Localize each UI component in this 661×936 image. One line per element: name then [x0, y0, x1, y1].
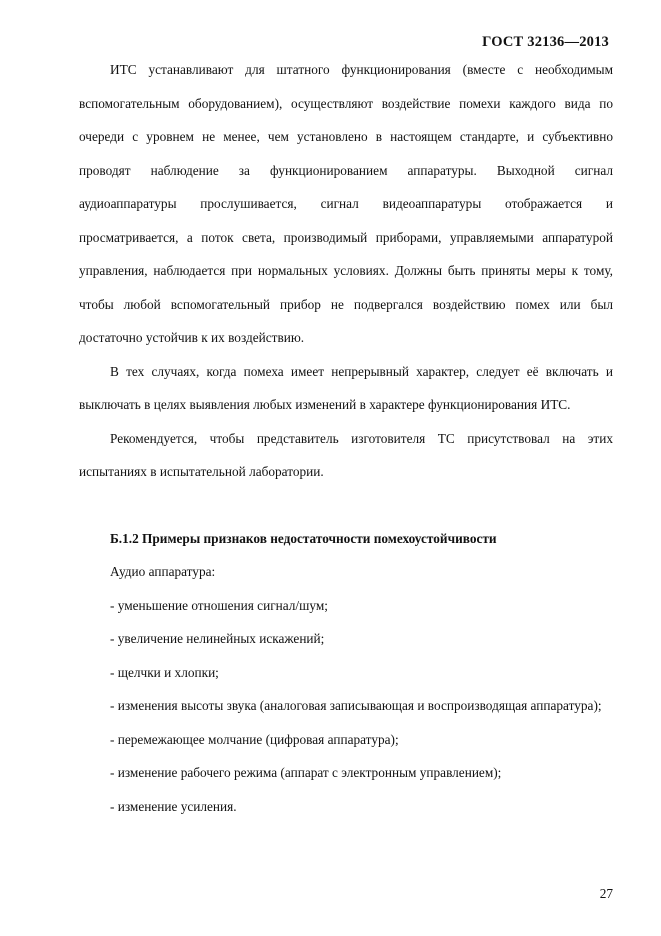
paragraph-test-procedure: ИТС устанавливают для штатного функционирования (вместе с необходимым вспомогательным оборудованием), осуществляют воздействие помехи каждого вида по очереди с уровнем не менее, чем установлено в настоящем стандарте, и субъективно проводят наблюдение за функционированием аппаратуры. Выходной сигнал аудиоаппаратуры прослушивается, сигнал видеоаппаратуры отображается и просматривается, а поток света, производимый приборами, управляемыми аппаратурой управления, наблюдается при нормальных условиях. Должны быть приняты меры к тому, чтобы любой вспомогательный прибор не подвергался воздействию помех или был достаточно устойчив к их воздействию.: [79, 62, 613, 345]
list-intro: Аудио аппаратура:: [110, 564, 216, 579]
list-item: - щелчки и хлопки;: [110, 664, 219, 680]
page-number: 27: [599, 886, 613, 901]
list-item: - перемежающее молчание (цифровая аппаратура);: [110, 731, 399, 747]
list-item: - изменение рабочего режима (аппарат с электронным управлением);: [110, 765, 502, 780]
section-spacer: [79, 489, 613, 522]
paragraph-continuous-interference: В тех случаях, когда помеха имеет непрерывный характер, следует её включать и выключать в целях выявления любых изменений в характере функционирования ИТС.: [79, 363, 613, 412]
list-item: - уменьшение отношения сигнал/шум;: [110, 597, 328, 613]
document-id-header: ГОСТ 32136—2013: [482, 34, 609, 50]
list-item: - увеличение нелинейных искажений;: [110, 631, 325, 646]
list-item: - изменения высоты звука (аналоговая записывающая и воспроизводящая аппаратура);: [110, 698, 602, 713]
page-content: [79, 53, 613, 823]
paragraph-manufacturer-presence: Рекомендуется, чтобы представитель изготовителя ТС присутствовал на этих испытаниях в испытательной лаборатории.: [79, 430, 613, 479]
section-heading: Б.1.2 Примеры признаков недостаточности помехоустойчивости: [110, 530, 497, 546]
list-item: - изменение усиления.: [110, 798, 237, 814]
